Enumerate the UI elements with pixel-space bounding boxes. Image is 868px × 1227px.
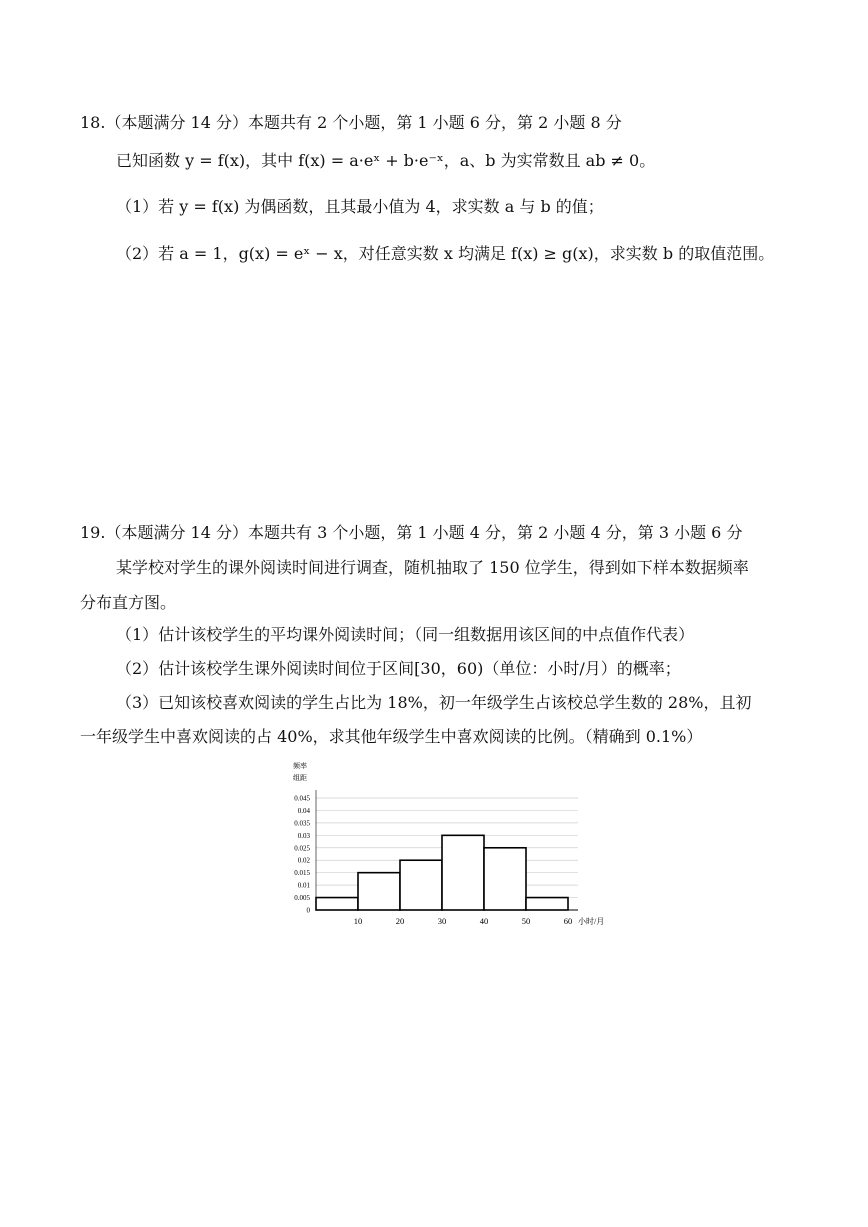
q19-stem-line2: 分布直方图。 (80, 593, 177, 612)
histogram-bar (400, 860, 442, 910)
histogram-bar (526, 898, 568, 910)
histogram-bar (442, 835, 484, 910)
y-tick-label: 0.04 (297, 806, 310, 815)
x-tick-label: 10 (353, 916, 363, 926)
y-axis-label-top: 频率 (293, 762, 307, 770)
y-tick-label: 0.015 (294, 869, 310, 878)
histogram-bar (484, 848, 526, 910)
q18-part2: （2）若 a = 1，g(x) = eˣ − x，对任意实数 x 均满足 f(x) ≥ g(x)，求实数 b 的取值范围。 (116, 244, 775, 263)
q18-stem: 已知函数 y = f(x)，其中 f(x) = a·eˣ + b·e⁻ˣ，a、b 为实常数且 ab ≠ 0。 (116, 151, 656, 170)
frequency-histogram (280, 758, 620, 930)
histogram-bar (316, 898, 358, 910)
q18-part1: （1）若 y = f(x) 为偶函数，且其最小值为 4，求实数 a 与 b 的值； (116, 197, 604, 216)
q18-header: 18.（本题满分 14 分）本题共有 2 个小题，第 1 小题 6 分，第 2 小题 8 分 (80, 113, 622, 132)
x-tick-label: 40 (479, 916, 489, 926)
q19-part3-line2: 一年级学生中喜欢阅读的占 40%，求其他年级学生中喜欢阅读的比例。（精确到 0.1%） (80, 727, 703, 746)
y-tick-label: 0.035 (294, 819, 310, 828)
x-tick-label: 30 (437, 916, 447, 926)
q19-part3-line1: （3）已知该校喜欢阅读的学生占比为 18%，初一年级学生占该校总学生数的 28%，且初 (116, 693, 752, 712)
y-tick-label: 0.01 (297, 881, 310, 890)
y-tick-label: 0.025 (294, 844, 310, 853)
y-tick-label: 0 (306, 906, 310, 915)
q19-part1: （1）估计该校学生的平均课外阅读时间；（同一组数据用该区间的中点值作代表） (116, 625, 695, 644)
y-tick-label: 0.03 (297, 831, 310, 840)
q19-stem-line1: 某学校对学生的课外阅读时间进行调查，随机抽取了 150 位学生，得到如下样本数据频率 (116, 558, 749, 577)
x-tick-label: 50 (521, 916, 531, 926)
y-tick-label: 0.045 (294, 794, 310, 803)
q19-part2: （2）估计该校学生课外阅读时间位于区间[30，60)（单位：小时/月）的概率； (116, 659, 681, 678)
x-axis-label: 小时/月 (578, 917, 605, 926)
x-tick-label: 60 (563, 916, 573, 926)
y-axis-label-bottom: 组距 (293, 774, 307, 782)
x-tick-label: 20 (395, 916, 405, 926)
y-tick-label: 0.02 (297, 856, 310, 865)
histogram-bar (358, 873, 400, 910)
q19-header: 19.（本题满分 14 分）本题共有 3 个小题，第 1 小题 4 分，第 2 小题 4 分，第 3 小题 6 分 (80, 523, 743, 542)
y-tick-label: 0.005 (294, 894, 310, 903)
